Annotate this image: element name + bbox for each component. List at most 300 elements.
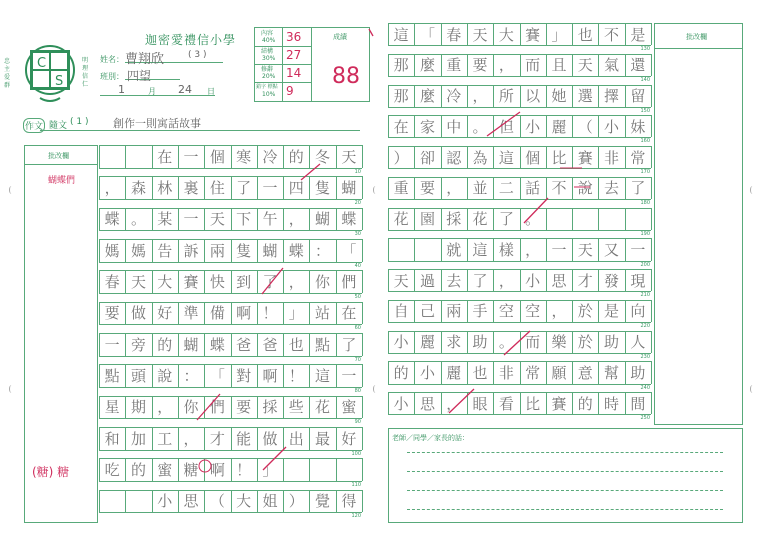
grid-char: 常 xyxy=(630,148,646,167)
grid-cell-divider xyxy=(362,458,363,481)
grid-char: 要 xyxy=(419,179,435,198)
grid-char: 了 xyxy=(498,210,514,229)
grid-char: 幫 xyxy=(604,364,620,383)
grid-char: ， xyxy=(288,273,304,292)
grid-char: 的 xyxy=(157,335,173,354)
grid-char: ： xyxy=(315,241,331,260)
logo-right-motto: 明理信仁 xyxy=(82,57,89,88)
grid-char: 空 xyxy=(498,302,514,321)
grid-char xyxy=(309,458,335,481)
grid-char: ， xyxy=(498,56,514,75)
grid-char: 話 xyxy=(525,179,541,198)
grid-char: ， xyxy=(472,87,488,106)
grid-char: 一 xyxy=(183,210,199,229)
grid-char: 四 xyxy=(288,179,304,198)
grid-rule-bottom xyxy=(99,387,362,388)
grid-char: 」 xyxy=(262,461,278,480)
grid-char xyxy=(125,490,151,513)
grid-char: 了 xyxy=(262,273,278,292)
left-note: 蝴蝶們 xyxy=(48,176,76,186)
grid-char: 了 xyxy=(630,179,646,198)
grid-char: 媽 xyxy=(130,241,146,260)
grid-char: 了 xyxy=(472,271,488,290)
grid-char: 的 xyxy=(393,364,409,383)
grid-char: 們 xyxy=(341,273,357,292)
grid-char: 又 xyxy=(604,240,620,259)
grid-char: 星 xyxy=(104,398,120,417)
grid-char: 」 xyxy=(551,25,567,44)
grid-row-count: 230 xyxy=(640,353,650,360)
grid-char: 小 xyxy=(393,394,409,413)
grid-char: 覺 xyxy=(315,492,331,511)
score-label-errors: 錯字 標點 xyxy=(256,84,278,90)
grid-cell-divider xyxy=(362,364,363,387)
grid-char: 媽 xyxy=(104,241,120,260)
grid-char: 和 xyxy=(104,429,120,448)
grid-char: 「 xyxy=(209,367,225,386)
grid-char: 花 xyxy=(472,210,488,229)
svg-text:C: C xyxy=(37,56,47,71)
assignment-type: 作文 xyxy=(23,118,45,133)
grid-rule-bottom xyxy=(99,512,362,513)
grid-cell-divider xyxy=(362,270,363,293)
grid-char: 妹 xyxy=(630,117,646,136)
grid-char: 自 xyxy=(393,302,409,321)
grid-char: 麗 xyxy=(446,364,462,383)
grid-char: 就 xyxy=(446,240,462,259)
grid-char: 天 xyxy=(209,210,225,229)
grid-char: 能 xyxy=(236,429,252,448)
grid-char: 旁 xyxy=(130,335,146,354)
grid-char: 助 xyxy=(604,333,620,352)
score-weight-errors: 10% xyxy=(262,91,276,98)
grid-char xyxy=(546,208,572,230)
grid-row-count: 120 xyxy=(351,513,361,520)
grid-char: 大 xyxy=(157,273,173,292)
score-label-structure: 結構 xyxy=(261,48,274,55)
grid-cell-divider xyxy=(651,300,652,322)
grid-char: 一 xyxy=(630,240,646,259)
grid-char: 爸 xyxy=(262,335,278,354)
score-weight-content: 40% xyxy=(262,37,276,44)
grid-char: 賽 xyxy=(183,273,199,292)
grid-char: 春 xyxy=(104,273,120,292)
grid-char: 吃 xyxy=(104,461,120,480)
grid-char: 也 xyxy=(472,364,488,383)
grid-char xyxy=(125,145,151,168)
grid-char: 一 xyxy=(341,367,357,386)
result-label: 成績 xyxy=(333,33,347,41)
grid-row-count: 80 xyxy=(354,387,361,394)
grid-char: 冬 xyxy=(315,147,331,166)
assignment-number: ( 1 ) xyxy=(70,117,89,127)
grid-char: 賽 xyxy=(577,148,593,167)
grid-rule-bottom xyxy=(99,168,362,169)
grid-char: ！ xyxy=(236,461,252,480)
grid-char: ， xyxy=(551,302,567,321)
grid-char: ， xyxy=(288,210,304,229)
grid-char: 間 xyxy=(630,394,646,413)
grid-char: 你 xyxy=(183,398,199,417)
grid-char: 採 xyxy=(262,398,278,417)
grid-char: 她 xyxy=(551,87,567,106)
grid-char xyxy=(388,238,414,260)
grid-char: 說 xyxy=(157,367,173,386)
grid-row-count: 220 xyxy=(640,323,650,330)
grid-char: 留 xyxy=(630,87,646,106)
assignment-title-row xyxy=(18,115,363,131)
grid-char: 午 xyxy=(262,210,278,229)
grid-char: 是 xyxy=(630,25,646,44)
grid-char: 某 xyxy=(157,210,173,229)
school-logo xyxy=(20,40,80,110)
grid-row-count: 20 xyxy=(354,199,361,206)
grid-char: 告 xyxy=(157,241,173,260)
grid-char: 天 xyxy=(130,273,146,292)
grid-char: 啊 xyxy=(236,304,252,323)
grid-cell-divider xyxy=(651,85,652,107)
grid-char: 對 xyxy=(236,367,252,386)
grid-cell-divider xyxy=(651,23,652,45)
grid-char xyxy=(99,490,125,513)
grid-char: 家 xyxy=(419,117,435,136)
grid-char: 隻 xyxy=(236,241,252,260)
grid-char: 做 xyxy=(262,429,278,448)
grid-char xyxy=(99,145,125,168)
grid-char: 是 xyxy=(604,302,620,321)
grid-char: 這 xyxy=(315,367,331,386)
grid-char: 思 xyxy=(551,271,567,290)
grid-char: 一 xyxy=(183,147,199,166)
logo-left-motto: 忠主爱群 xyxy=(4,58,11,89)
grid-char: 啊 xyxy=(262,367,278,386)
grid-char: 了 xyxy=(236,179,252,198)
grid-rule-bottom xyxy=(99,230,362,231)
grid-char: 樣 xyxy=(498,240,514,259)
name-label: 姓名： xyxy=(100,55,124,64)
grid-char: 去 xyxy=(446,271,462,290)
grid-char: 最 xyxy=(315,429,331,448)
grid-char: 花 xyxy=(315,398,331,417)
grid-rule-bottom xyxy=(388,291,651,292)
grid-char: 現 xyxy=(630,271,646,290)
grid-char: 蝴 xyxy=(341,179,357,198)
grid-char: 個 xyxy=(209,147,225,166)
grid-row-count: 90 xyxy=(354,419,361,426)
grid-char: 小 xyxy=(393,333,409,352)
grid-char: 在 xyxy=(341,304,357,323)
grid-char: 冷 xyxy=(262,147,278,166)
grid-char: 期 xyxy=(130,398,146,417)
grid-char: 氣 xyxy=(604,56,620,75)
grid-char: 隻 xyxy=(315,179,331,198)
grid-char: 點 xyxy=(104,367,120,386)
grid-row-count: 210 xyxy=(640,292,650,299)
grid-char: 蜜 xyxy=(341,398,357,417)
total-score: 88 xyxy=(332,64,360,89)
grid-rule-bottom xyxy=(388,168,651,169)
grid-rule-bottom xyxy=(388,45,651,46)
grid-char xyxy=(572,208,598,230)
grid-char: ！ xyxy=(288,367,304,386)
grid-char xyxy=(336,458,362,481)
left-correction: (糖) 糖 xyxy=(32,465,70,479)
grid-char: 們 xyxy=(209,398,225,417)
grid-char: 中 xyxy=(446,117,462,136)
comment-label: 老師／同學／家長的話： xyxy=(392,434,469,442)
grid-char: ） xyxy=(393,148,409,167)
grid-char: 一 xyxy=(262,179,278,198)
grid-char: 站 xyxy=(315,304,331,323)
grid-row-count: 70 xyxy=(354,356,361,363)
grid-char: 得 xyxy=(341,492,357,511)
grid-cell-divider xyxy=(651,331,652,353)
grid-char: 天 xyxy=(577,56,593,75)
grid-char: 蝶 xyxy=(104,210,120,229)
grid-char: 麗 xyxy=(551,117,567,136)
binder-mark-center xyxy=(373,186,378,194)
grid-char: 兩 xyxy=(209,241,225,260)
score-structure: 27 xyxy=(286,48,302,62)
score-errors: 9 xyxy=(286,84,294,98)
grid-cell-divider xyxy=(651,361,652,383)
grid-char: 訴 xyxy=(183,241,199,260)
left-grading-header: 批改欄 xyxy=(48,152,69,160)
grid-char: 到 xyxy=(236,273,252,292)
grid-char: 小 xyxy=(157,492,173,511)
grid-cell-divider xyxy=(362,490,363,513)
grid-char: 」 xyxy=(288,304,304,323)
grid-char: 要 xyxy=(104,304,120,323)
grid-char: 在 xyxy=(393,117,409,136)
logo-shield-icon xyxy=(20,40,80,110)
grid-char: 「 xyxy=(341,241,357,260)
grid-char: 做 xyxy=(130,304,146,323)
grid-row-count: 170 xyxy=(640,169,650,176)
grid-rule-bottom xyxy=(99,356,362,357)
grid-char: 小 xyxy=(419,364,435,383)
grid-char: 且 xyxy=(551,56,567,75)
grid-char: 大 xyxy=(236,492,252,511)
class-value: 四望 xyxy=(127,69,152,83)
grid-cell-divider xyxy=(362,396,363,419)
grid-char: 那 xyxy=(393,56,409,75)
grid-char: 非 xyxy=(604,148,620,167)
grid-char: 要 xyxy=(236,398,252,417)
binder-mark-right xyxy=(750,186,755,194)
grid-char: 天 xyxy=(472,25,488,44)
grid-cell-divider xyxy=(651,208,652,230)
grid-rule-bottom xyxy=(388,137,651,138)
class-label: 班別： xyxy=(100,72,124,81)
grid-char: 這 xyxy=(393,25,409,44)
grid-char: 蝴 xyxy=(183,335,199,354)
grid-char: （ xyxy=(577,117,593,136)
grid-char: 加 xyxy=(130,429,146,448)
grid-char: 的 xyxy=(288,147,304,166)
grid-char: 園 xyxy=(419,210,435,229)
score-content: 36 xyxy=(286,30,302,44)
grid-char: 裏 xyxy=(183,179,199,198)
grid-char: 住 xyxy=(209,179,225,198)
grid-char: 所 xyxy=(498,87,514,106)
grid-char: 小 xyxy=(525,271,541,290)
grid-char: 思 xyxy=(419,394,435,413)
grid-char: 以 xyxy=(525,87,541,106)
grid-rule-bottom xyxy=(388,384,651,385)
score-label-rhetoric: 修辭 xyxy=(261,66,274,73)
grid-row-count: 240 xyxy=(640,384,650,391)
grid-char: 但 xyxy=(498,117,514,136)
grid-char: 姐 xyxy=(262,492,278,511)
grid-char: 備 xyxy=(209,304,225,323)
grid-char: 麼 xyxy=(419,87,435,106)
grid-char: 賽 xyxy=(551,394,567,413)
grid-char: 一 xyxy=(104,335,120,354)
grid-char: 爸 xyxy=(236,335,252,354)
grid-char: 賽 xyxy=(525,25,541,44)
grid-char: 麼 xyxy=(419,56,435,75)
grid-row-count: 100 xyxy=(351,450,361,457)
grid-row-count: 150 xyxy=(640,107,650,114)
grid-char: 好 xyxy=(157,304,173,323)
grid-char: 個 xyxy=(525,148,541,167)
grid-char: ： xyxy=(183,367,199,386)
grid-char: ， xyxy=(525,240,541,259)
grid-char: 。 xyxy=(472,117,488,136)
grid-char: 下 xyxy=(236,210,252,229)
grid-char: 向 xyxy=(630,302,646,321)
score-label-content: 內容 xyxy=(261,30,274,37)
grid-row-count: 10 xyxy=(354,168,361,175)
grid-char: 了 xyxy=(341,335,357,354)
grid-char: 求 xyxy=(446,333,462,352)
grid-char: 兩 xyxy=(446,302,462,321)
grid-char: 好 xyxy=(341,429,357,448)
grid-row-count: 160 xyxy=(640,138,650,145)
grid-char: ， xyxy=(183,429,199,448)
grid-char xyxy=(283,458,309,481)
grid-char: 去 xyxy=(604,179,620,198)
grid-cell-divider xyxy=(651,269,652,291)
day-label: 日 xyxy=(207,87,215,96)
comment-box xyxy=(388,428,743,523)
binder-mark-center2 xyxy=(373,385,378,393)
grid-char: 小 xyxy=(604,117,620,136)
grid-char: 為 xyxy=(472,148,488,167)
grid-char: 。 xyxy=(525,210,541,229)
grid-char: 於 xyxy=(577,302,593,321)
binder-mark-left xyxy=(9,186,14,194)
grid-char: 這 xyxy=(498,148,514,167)
grid-char: ， xyxy=(446,394,462,413)
grid-char xyxy=(598,208,624,230)
grid-rule-bottom xyxy=(388,76,651,77)
grid-char: ！ xyxy=(262,304,278,323)
grid-rule-bottom xyxy=(388,322,651,323)
grid-char: 而 xyxy=(525,333,541,352)
grid-char: 些 xyxy=(288,398,304,417)
grid-char: ， xyxy=(104,179,120,198)
grid-char: 啊 xyxy=(209,461,225,480)
grid-cell-divider xyxy=(362,302,363,325)
grid-char: 才 xyxy=(209,429,225,448)
grid-row-count: 130 xyxy=(640,46,650,53)
grid-char: 天 xyxy=(341,147,357,166)
grid-char: 天 xyxy=(393,271,409,290)
score-weight-rhetoric: 20% xyxy=(262,73,276,80)
grid-char: 還 xyxy=(630,56,646,75)
grid-char: 蝴 xyxy=(315,210,331,229)
assignment-type-alt: 隨文 xyxy=(49,121,68,131)
grid-row-count: 250 xyxy=(640,415,650,422)
assignment-title: 創作一則寓話故事 xyxy=(113,117,201,130)
grid-char: 頭 xyxy=(130,367,146,386)
grid-char: 「 xyxy=(419,25,435,44)
grid-char: 看 xyxy=(498,394,514,413)
grid-char: 出 xyxy=(288,429,304,448)
grid-char: 樂 xyxy=(551,333,567,352)
grid-char: 這 xyxy=(472,240,488,259)
grid-row-count: 190 xyxy=(640,230,650,237)
grid-rule-bottom xyxy=(99,199,362,200)
grid-char: 卻 xyxy=(419,148,435,167)
grid-char: 冷 xyxy=(446,87,462,106)
grid-char: 你 xyxy=(315,273,331,292)
grid-char: 蜜 xyxy=(157,461,173,480)
class-number: ( 3 ) xyxy=(188,50,207,60)
grid-row-count: 40 xyxy=(354,262,361,269)
grid-char: 眼 xyxy=(472,394,488,413)
date-month: 24 xyxy=(178,83,192,96)
grid-cell-divider xyxy=(651,146,652,168)
grid-char: 花 xyxy=(393,210,409,229)
grid-cell-divider xyxy=(651,238,652,260)
grid-char: 願 xyxy=(551,364,567,383)
svg-text:S: S xyxy=(55,74,64,89)
grid-rule-bottom xyxy=(388,230,651,231)
grid-cell-divider xyxy=(651,115,652,137)
grid-char: 蝶 xyxy=(209,335,225,354)
grid-char: （ xyxy=(209,492,225,511)
grid-char: 於 xyxy=(577,333,593,352)
grid-row-count: 180 xyxy=(640,200,650,206)
grid-char: 林 xyxy=(157,179,173,198)
grid-char: 的 xyxy=(577,394,593,413)
grid-char: 在 xyxy=(157,147,173,166)
grid-char: 比 xyxy=(525,394,541,413)
grid-rule-bottom xyxy=(388,353,651,354)
grid-rule-bottom xyxy=(388,107,651,108)
grid-char: 要 xyxy=(472,56,488,75)
grid-char: 小 xyxy=(525,117,541,136)
grid-char: 發 xyxy=(604,271,620,290)
grid-char: 才 xyxy=(577,271,593,290)
grid-char: 重 xyxy=(393,179,409,198)
grid-char: 不 xyxy=(604,25,620,44)
grid-char: 也 xyxy=(577,25,593,44)
right-writing-grid xyxy=(388,23,651,423)
grid-char: 蝶 xyxy=(288,241,304,260)
grid-char: 快 xyxy=(209,273,225,292)
grid-row-count: 60 xyxy=(354,325,361,332)
grid-char: 空 xyxy=(525,302,541,321)
grid-char: 思 xyxy=(183,492,199,511)
right-grading-column xyxy=(654,23,743,425)
grid-char: ， xyxy=(157,398,173,417)
grid-cell-divider xyxy=(651,392,652,414)
grid-rule-bottom xyxy=(99,262,362,263)
